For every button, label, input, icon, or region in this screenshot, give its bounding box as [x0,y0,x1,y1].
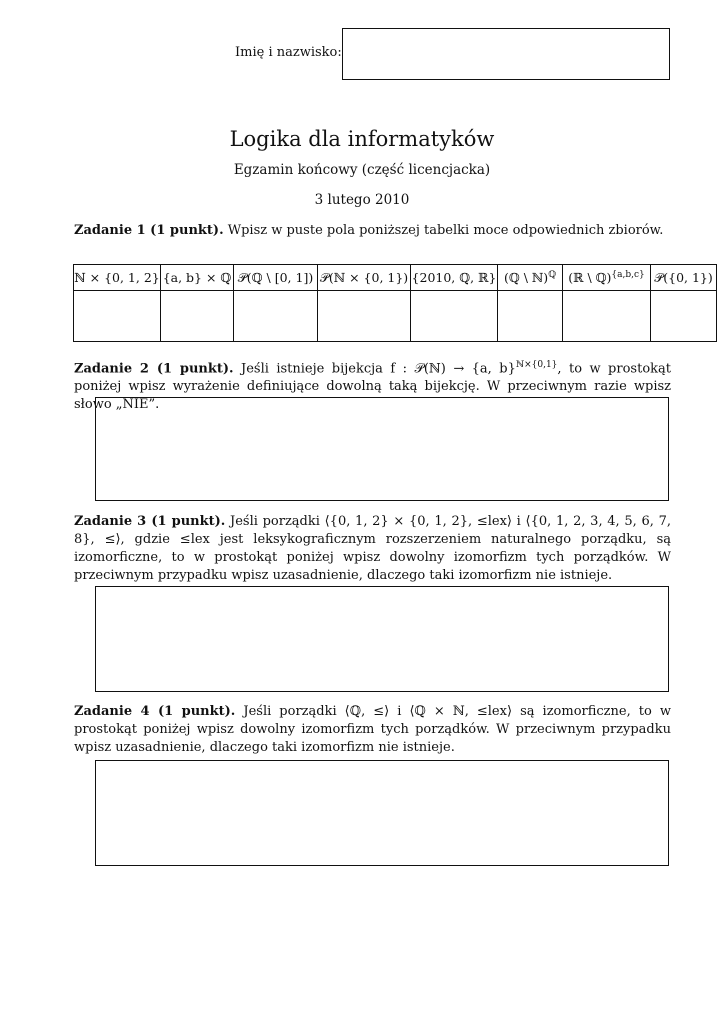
task-2-text-a: Jeśli istnieje bijekcja f : 𝒫(ℕ) → {a, b} [241,361,516,377]
table-header-cell: ℕ × {0, 1, 2} [74,265,161,291]
answer-cell[interactable] [563,291,651,342]
page-subtitle: Egzamin końcowy (część licencjacka) [233,162,491,178]
answer-cell[interactable] [74,291,161,342]
table-header-cell: {a, b} × ℚ [161,265,234,291]
table-header-cell: 𝒫(ℚ \ [0, 1]) [234,265,318,291]
answer-box-3[interactable] [95,586,669,692]
answer-cell[interactable] [411,291,498,342]
task-2-text-b: , to w prostokąt poniżej wpisz wyrażenie definiujące dowolną taką bijekcję. W przeciwnym razie wpisz słowo „NIE”. [74,361,671,413]
answer-box-2[interactable] [95,397,669,501]
task-3-heading: Zadanie 3 (1 punkt). [74,514,226,529]
task-3 [74,513,671,585]
name-field[interactable] [342,28,670,80]
exam-date: 3 lutego 2010 [314,192,410,208]
answer-cell[interactable] [498,291,563,342]
task-1-heading: Zadanie 1 (1 punkt). [74,223,224,238]
answer-cell[interactable] [161,291,234,342]
task-4-heading: Zadanie 4 (1 punkt). [74,704,236,719]
answer-cell[interactable] [651,291,717,342]
task-2-sup: ℕ×{0,1} [515,360,558,370]
answer-cell[interactable] [318,291,411,342]
table-header-cell: 𝒫({0, 1}) [651,265,717,291]
name-label: Imię i nazwisko: [235,45,342,60]
task-3-text: Jeśli porządki ⟨{0, 1, 2} × {0, 1, 2}, ≤lex⟩ i ⟨{0, 1, 2, 3, 4, 5, 6, 7, 8}, ≤⟩, gdzie ≤lex jest leksykograficznym rozszerzeniem naturalnego porządku, są izomorficzne, to w prostokąt poniżej wpisz dowolny izomorfizm tych porządków. W przeciwnym przypadku wpisz uzasadnienie, dlaczego taki izomorfizm nie istnieje. [74,514,671,583]
cardinality-table [73,264,717,342]
answer-cell[interactable] [234,291,318,342]
table-header-cell: {2010, ℚ, ℝ} [411,265,498,291]
task-4-text: Jeśli porządki ⟨ℚ, ≤⟩ i ⟨ℚ × ℕ, ≤lex⟩ są izomorficzne, to w prostokąt poniżej wpisz dowolny izomorfizm tych porządków. W przeciwnym przypadku wpisz uzasadnienie, dlaczego taki izomorfizm nie istnieje. [74,704,671,755]
task-1-text: Wpisz w puste pola poniższej tabelki moce odpowiednich zbiorów. [227,223,664,238]
task-1 [74,222,671,240]
task-2-heading: Zadanie 2 (1 punkt). [74,361,234,377]
task-4 [74,703,671,757]
page-title: Logika dla informatyków [229,127,495,151]
table-header-cell: (ℚ \ ℕ)$^ℚ$ [498,265,563,291]
table-header-cell: (ℝ \ ℚ)$^{\{a,b,c\}}$ [563,265,651,291]
answer-box-4[interactable] [95,760,669,866]
table-header-cell: 𝒫(ℕ × {0, 1}) [318,265,411,291]
